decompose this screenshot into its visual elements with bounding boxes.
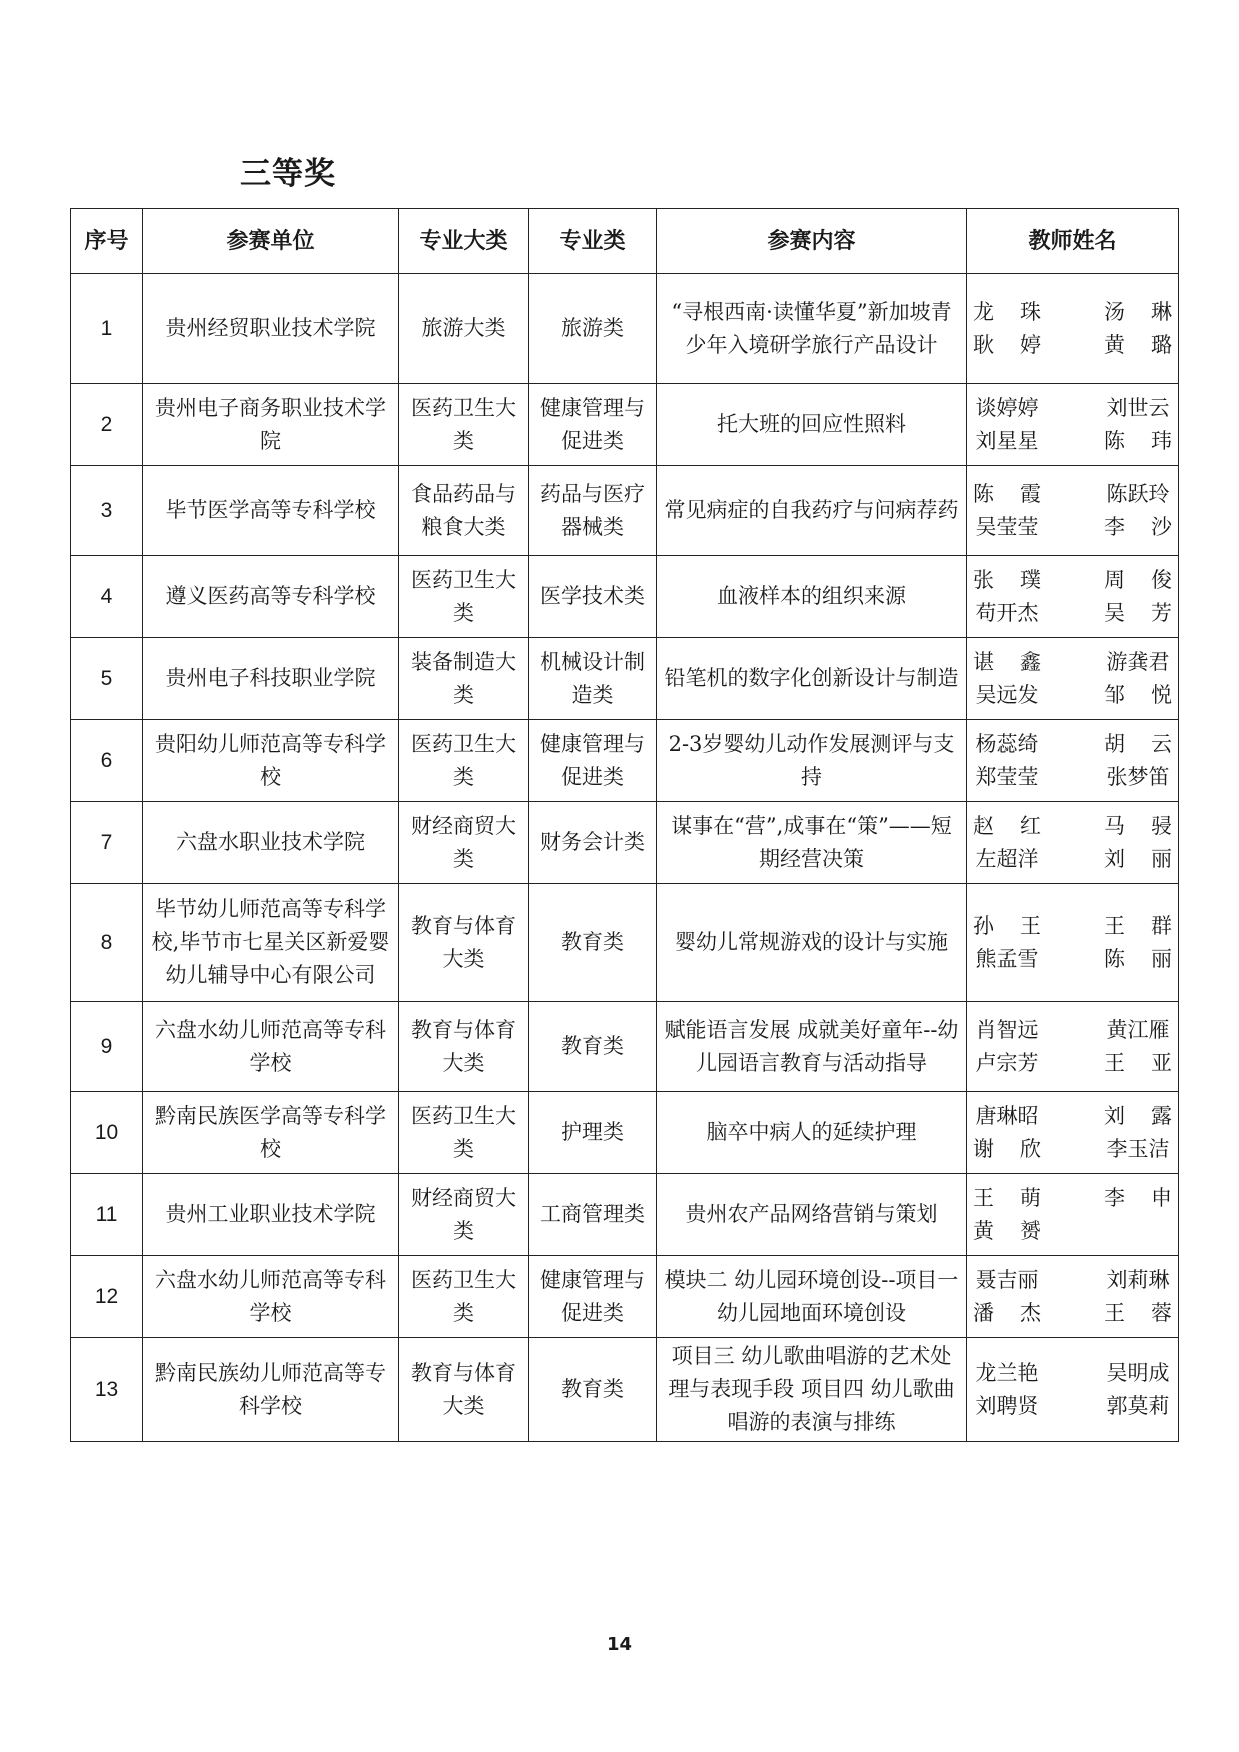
teacher-name: 陈跃玲 — [1106, 481, 1170, 506]
table-row — [71, 1092, 1179, 1174]
teacher-name: 周 俊 — [1104, 567, 1172, 592]
teachers-cell — [967, 1256, 1179, 1338]
teacher-name: 聂吉丽 — [975, 1267, 1039, 1292]
teacher-name: 肖智远 — [975, 1017, 1039, 1042]
content-cell: 血液样本的组织来源 — [657, 556, 967, 638]
major-cell: 教育类 — [529, 1002, 657, 1092]
teacher-line — [973, 1047, 1172, 1080]
teacher-name: 龙兰艳 — [975, 1360, 1039, 1385]
content-cell: 铅笔机的数字化创新设计与制造 — [657, 638, 967, 720]
table-body — [71, 274, 1179, 1442]
teacher-name: 耿 婷 — [973, 332, 1041, 357]
teacher-name: 马 骎 — [1104, 813, 1172, 838]
table-row — [71, 884, 1179, 1002]
teacher-name: 杨蕊绮 — [975, 731, 1039, 756]
unit-cell: 贵阳幼儿师范高等专科学校 — [143, 720, 399, 802]
seq-cell: 10 — [71, 1092, 143, 1174]
section-title: 三等奖 — [240, 156, 336, 192]
teacher-name: 郑莹莹 — [975, 764, 1039, 789]
teacher-name: 陈 霞 — [973, 481, 1041, 506]
teacher-line — [973, 329, 1172, 362]
teacher-name: 卢宗芳 — [975, 1050, 1039, 1075]
seq-cell: 6 — [71, 720, 143, 802]
unit-cell: 贵州经贸职业技术学院 — [143, 274, 399, 384]
seq-cell: 4 — [71, 556, 143, 638]
teacher-name: 龙 珠 — [973, 299, 1041, 324]
major-cell: 健康管理与促进类 — [529, 384, 657, 466]
teacher-name: 熊孟雪 — [975, 946, 1039, 971]
teacher-name: 汤 琳 — [1104, 299, 1172, 324]
teacher-name: 刘 露 — [1104, 1103, 1172, 1128]
page-number: 14 — [606, 1634, 633, 1655]
teacher-line — [973, 564, 1172, 597]
teacher-line — [973, 1014, 1172, 1047]
teacher-line — [973, 478, 1172, 511]
header-category: 专业大类 — [399, 209, 529, 274]
table-row — [71, 720, 1179, 802]
teacher-line — [973, 646, 1172, 679]
teacher-name: 刘莉琳 — [1106, 1267, 1170, 1292]
seq-cell: 13 — [71, 1338, 143, 1442]
unit-cell: 遵义医药高等专科学校 — [143, 556, 399, 638]
major-cell: 护理类 — [529, 1092, 657, 1174]
teacher-name: 唐琳昭 — [975, 1103, 1039, 1128]
teacher-name: 游龚君 — [1106, 649, 1170, 674]
teacher-name: 黄 赟 — [973, 1218, 1041, 1243]
major-cell: 机械设计制造类 — [529, 638, 657, 720]
content-cell: 模块二 幼儿园环境创设--项目一 幼儿园地面环境创设 — [657, 1256, 967, 1338]
teacher-name: 潘 杰 — [973, 1300, 1041, 1325]
teacher-name — [1104, 1215, 1172, 1248]
teacher-name: 胡 云 — [1104, 731, 1172, 756]
teacher-name: 赵 红 — [973, 813, 1041, 838]
teacher-line — [973, 679, 1172, 712]
unit-cell: 六盘水职业技术学院 — [143, 802, 399, 884]
teacher-name: 谈婷婷 — [975, 395, 1039, 420]
teachers-cell — [967, 638, 1179, 720]
teacher-name: 王 亚 — [1104, 1050, 1172, 1075]
teachers-cell — [967, 1174, 1179, 1256]
teachers-cell — [967, 1092, 1179, 1174]
teacher-name: 吴莹莹 — [975, 514, 1039, 539]
awards-table — [70, 208, 1179, 1442]
teachers-cell — [967, 384, 1179, 466]
teacher-line — [973, 1390, 1172, 1423]
teacher-line — [973, 425, 1172, 458]
header-row — [71, 209, 1179, 274]
table-row — [71, 1338, 1179, 1442]
seq-cell: 5 — [71, 638, 143, 720]
teacher-line — [973, 1264, 1172, 1297]
major-cell: 教育类 — [529, 884, 657, 1002]
content-cell: 贵州农产品网络营销与策划 — [657, 1174, 967, 1256]
category-cell: 食品药品与粮食大类 — [399, 466, 529, 556]
teacher-line — [973, 1297, 1172, 1330]
teacher-name: 孙 王 — [973, 913, 1041, 938]
seq-cell: 7 — [71, 802, 143, 884]
content-cell: 婴幼儿常规游戏的设计与实施 — [657, 884, 967, 1002]
major-cell: 教育类 — [529, 1338, 657, 1442]
major-cell: 医学技术类 — [529, 556, 657, 638]
teacher-name: 吴 芳 — [1104, 600, 1172, 625]
teacher-line — [973, 1100, 1172, 1133]
teacher-line — [973, 910, 1172, 943]
teacher-name: 王 萌 — [973, 1185, 1041, 1210]
teacher-line — [973, 810, 1172, 843]
teacher-name: 刘 丽 — [1104, 846, 1172, 871]
category-cell: 医药卫生大类 — [399, 1256, 529, 1338]
major-cell: 旅游类 — [529, 274, 657, 384]
teacher-line — [973, 296, 1172, 329]
teacher-name: 刘聘贤 — [975, 1393, 1039, 1418]
table-row — [71, 384, 1179, 466]
teacher-line — [973, 943, 1172, 976]
table-row — [71, 1174, 1179, 1256]
seq-cell: 9 — [71, 1002, 143, 1092]
major-cell: 财务会计类 — [529, 802, 657, 884]
teacher-name: 刘世云 — [1106, 395, 1170, 420]
teacher-name: 郭莫莉 — [1106, 1393, 1170, 1418]
content-cell: 常见病症的自我药疗与问病荐药 — [657, 466, 967, 556]
unit-cell: 黔南民族医学高等专科学校 — [143, 1092, 399, 1174]
header-teachers: 教师姓名 — [967, 209, 1179, 274]
unit-cell: 黔南民族幼儿师范高等专科学校 — [143, 1338, 399, 1442]
category-cell: 医药卫生大类 — [399, 720, 529, 802]
teacher-name: 李玉洁 — [1106, 1136, 1170, 1161]
teacher-name: 刘星星 — [975, 428, 1039, 453]
seq-cell: 8 — [71, 884, 143, 1002]
content-cell: 赋能语言发展 成就美好童年--幼儿园语言教育与活动指导 — [657, 1002, 967, 1092]
content-cell: 托大班的回应性照料 — [657, 384, 967, 466]
header-content: 参赛内容 — [657, 209, 967, 274]
unit-cell: 贵州电子商务职业技术学院 — [143, 384, 399, 466]
teachers-cell — [967, 720, 1179, 802]
teacher-line — [973, 1182, 1172, 1215]
teacher-name: 苟开杰 — [975, 600, 1039, 625]
unit-cell: 毕节幼儿师范高等专科学校,毕节市七星关区新爱婴幼儿辅导中心有限公司 — [143, 884, 399, 1002]
content-cell: “寻根西南·读懂华夏”新加坡青少年入境研学旅行产品设计 — [657, 274, 967, 384]
category-cell: 教育与体育大类 — [399, 884, 529, 1002]
teacher-line — [973, 728, 1172, 761]
seq-cell: 1 — [71, 274, 143, 384]
category-cell: 医药卫生大类 — [399, 1092, 529, 1174]
teacher-name: 王 群 — [1104, 913, 1172, 938]
teacher-name: 陈 丽 — [1104, 946, 1172, 971]
header-major: 专业类 — [529, 209, 657, 274]
content-cell: 谋事在“营”,成事在“策”——短期经营决策 — [657, 802, 967, 884]
category-cell: 教育与体育大类 — [399, 1002, 529, 1092]
teacher-name: 邹 悦 — [1104, 682, 1172, 707]
teacher-name: 左超洋 — [975, 846, 1039, 871]
teachers-cell — [967, 1002, 1179, 1092]
table-row — [71, 802, 1179, 884]
unit-cell: 六盘水幼儿师范高等专科学校 — [143, 1002, 399, 1092]
teacher-name: 黄江雁 — [1106, 1017, 1170, 1042]
teacher-name: 张 璞 — [973, 567, 1041, 592]
teacher-line — [973, 1215, 1172, 1248]
teacher-name: 张梦笛 — [1106, 764, 1170, 789]
category-cell: 旅游大类 — [399, 274, 529, 384]
category-cell: 装备制造大类 — [399, 638, 529, 720]
seq-cell: 3 — [71, 466, 143, 556]
teacher-line — [973, 392, 1172, 425]
teacher-line — [973, 761, 1172, 794]
teacher-name: 谌 鑫 — [973, 649, 1041, 674]
table-row — [71, 556, 1179, 638]
teacher-name: 黄 璐 — [1104, 332, 1172, 357]
teachers-cell — [967, 802, 1179, 884]
teacher-name: 吴远发 — [975, 682, 1039, 707]
teacher-name: 谢 欣 — [973, 1136, 1041, 1161]
teachers-cell — [967, 1338, 1179, 1442]
table-row — [71, 1002, 1179, 1092]
major-cell: 工商管理类 — [529, 1174, 657, 1256]
teacher-name: 李 申 — [1104, 1185, 1172, 1210]
table-row — [71, 274, 1179, 384]
teacher-line — [973, 597, 1172, 630]
table-row — [71, 466, 1179, 556]
major-cell: 药品与医疗器械类 — [529, 466, 657, 556]
teacher-line — [973, 1133, 1172, 1166]
major-cell: 健康管理与促进类 — [529, 1256, 657, 1338]
teachers-cell — [967, 466, 1179, 556]
teacher-line — [973, 1357, 1172, 1390]
seq-cell: 2 — [71, 384, 143, 466]
table-row — [71, 1256, 1179, 1338]
teachers-cell — [967, 556, 1179, 638]
teacher-line — [973, 511, 1172, 544]
teacher-name: 李 沙 — [1104, 514, 1172, 539]
content-cell: 脑卒中病人的延续护理 — [657, 1092, 967, 1174]
unit-cell: 贵州工业职业技术学院 — [143, 1174, 399, 1256]
unit-cell: 六盘水幼儿师范高等专科学校 — [143, 1256, 399, 1338]
unit-cell: 贵州电子科技职业学院 — [143, 638, 399, 720]
teacher-line — [973, 843, 1172, 876]
teacher-name: 王 蓉 — [1104, 1300, 1172, 1325]
category-cell: 财经商贸大类 — [399, 802, 529, 884]
major-cell: 健康管理与促进类 — [529, 720, 657, 802]
seq-cell: 12 — [71, 1256, 143, 1338]
header-seq: 序号 — [71, 209, 143, 274]
teacher-name: 陈 玮 — [1104, 428, 1172, 453]
category-cell: 财经商贸大类 — [399, 1174, 529, 1256]
teacher-name: 吴明成 — [1106, 1360, 1170, 1385]
content-cell: 项目三 幼儿歌曲唱游的艺术处理与表现手段 项目四 幼儿歌曲唱游的表演与排练 — [657, 1338, 967, 1442]
unit-cell: 毕节医学高等专科学校 — [143, 466, 399, 556]
table-row — [71, 638, 1179, 720]
seq-cell: 11 — [71, 1174, 143, 1256]
category-cell: 医药卫生大类 — [399, 384, 529, 466]
header-unit: 参赛单位 — [143, 209, 399, 274]
content-cell: 2-3岁婴幼儿动作发展测评与支持 — [657, 720, 967, 802]
category-cell: 教育与体育大类 — [399, 1338, 529, 1442]
teachers-cell — [967, 274, 1179, 384]
category-cell: 医药卫生大类 — [399, 556, 529, 638]
teachers-cell — [967, 884, 1179, 1002]
